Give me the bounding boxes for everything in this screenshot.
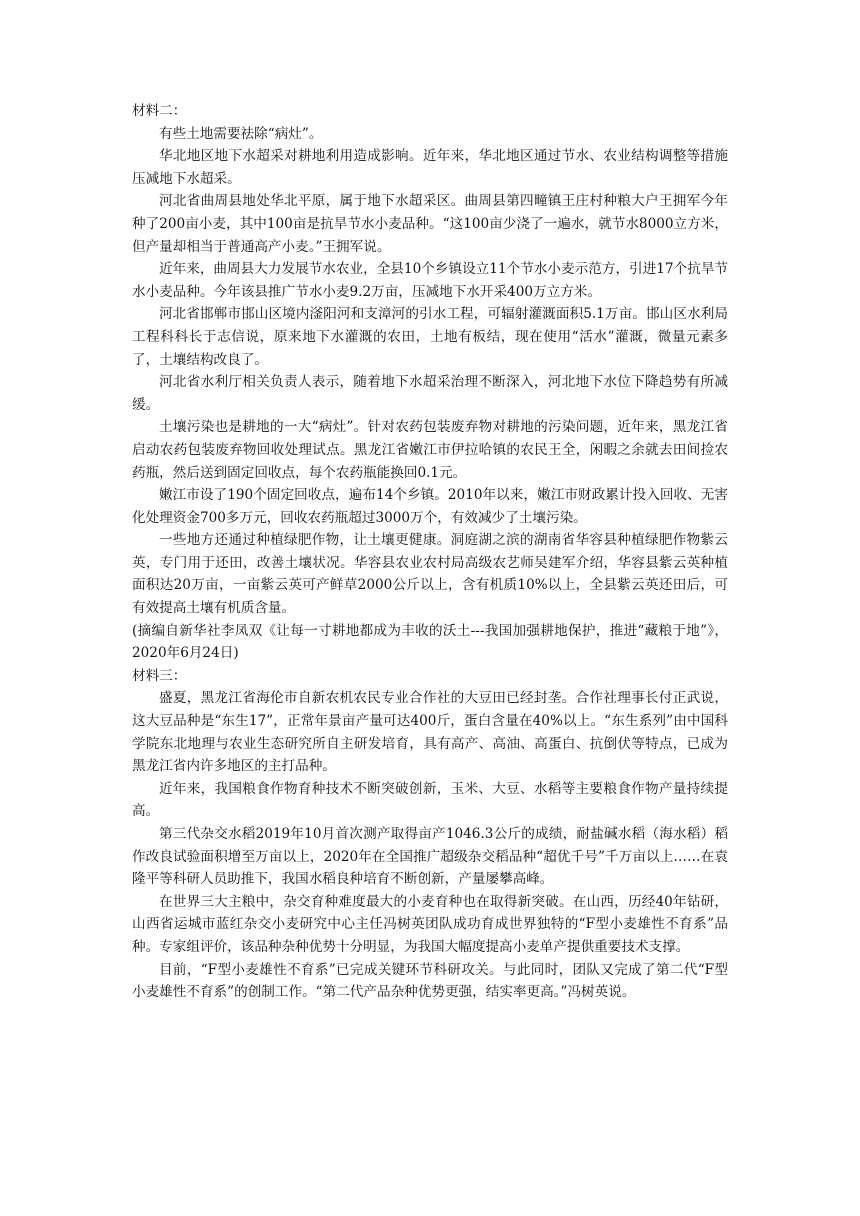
paragraph: 河北省曲周县地处华北平原，属于地下水超采区。曲周县第四疃镇王庄村种粮大户王拥军今年种了200亩小麦，其中100亩是抗旱节水小麦品种。“这100亩少浇了一遍水，就节水8000立方米，但产量却相当于普通高产小麦。”王拥军说。 <box>132 193 728 255</box>
paragraph: 盛夏，黑龙江省海伦市自新农机农民专业合作社的大豆田已经封垄。合作社理事长付正武说，这大豆品种是“东生17”，正常年景亩产量可达400斤，蛋白含量在40%以上。“东生系列”由中国科学院东北地理与农业生态研究所自主研发培育，具有高产、高油、高蛋白、抗倒伏等特点，已成为黑龙江省内许多地区的主打品种。 <box>132 690 728 775</box>
paragraph: 第三代杂交水稻2019年10月首次测产取得亩产1046.3公斤的成绩，耐盐碱水稻（海水稻）稻作改良试验面积增至万亩以上，2020年在全国推广超级杂交稻品种“超优千号”千万亩以上……在袁隆平等科研人员助推下，我国水稻良种培育不断创新，产量屡攀高峰。 <box>132 826 728 888</box>
paragraph: 近年来，我国粮食作物育种技术不断突破创新，玉米、大豆、水稻等主要粮食作物产量持续提高。 <box>132 780 728 820</box>
paragraph: 一些地方还通过种植绿肥作物，让土壤更健康。洞庭湖之滨的湖南省华容县种植绿肥作物紫云英，专门用于还田，改善土壤状况。华容县农业农村局高级农艺师吴建军介绍，华容县紫云英种植面积达20万亩，一亩紫云英可产鲜草2000公斤以上，含有机质10%以上，全县紫云英还田后，可有效提高土壤有机质含量。 <box>132 532 728 617</box>
paragraph: 嫩江市设了190个固定回收点，遍布14个乡镇。2010年以来，嫩江市财政累计投入回收、无害化处理资金700多万元，回收农药瓶超过3000万个，有效减少了土壤污染。 <box>132 487 728 526</box>
document-page <box>132 100 728 1004</box>
paragraph: 河北省水利厅相关负责人表示，随着地下水超采治理不断深入，河北地下水位下降趋势有所减缓。 <box>132 374 728 413</box>
paragraph: 河北省邯郸市邯山区境内滏阳河和支漳河的引水工程，可辐射灌溉面积5.1万亩。邯山区水利局工程科科长于志信说，原来地下水灌溉的农田，土地有板结，现在使用“活水”灌溉，微量元素多了，土壤结构改良了。 <box>132 306 728 368</box>
paragraph: 在世界三大主粮中，杂交育种难度最大的小麦育种也在取得新突破。在山西，历经40年钻研，山西省运城市蓝红杂交小麦研究中心主任冯树英团队成功育成世界独特的“F型小麦雄性不育系”品种。专家组评价，该品种杂种优势十分明显，为我国大幅度提高小麦单产提供重要技术支撑。 <box>132 893 728 955</box>
paragraph: 土壤污染也是耕地的一大“病灶”。针对农药包装废弃物对耕地的污染问题，近年来，黑龙江省启动农药包装废弃物回收处理试点。黑龙江省嫩江市伊拉哈镇的农民王全，闲暇之余就去田间捡农药瓶，然后送到固定回收点，每个农药瓶能换回0.1元。 <box>132 419 728 481</box>
material-three-heading: 材料三： <box>132 667 187 684</box>
paragraph: 目前，“F型小麦雄性不育系”已完成关键环节科研攻关。与此同时，团队又完成了第二代“F型小麦雄性不育系”的创制工作。“第二代产品杂种优势更强，结实率更高。”冯树英说。 <box>132 961 728 1001</box>
material-two-heading: 材料二： <box>132 103 187 119</box>
paragraph: 近年来，曲周县大力发展节水农业，全县10个乡镇设立11个节水小麦示范方，引进17个抗旱节水小麦品种。今年该县推广节水小麦9.2万亩，压减地下水开采400万立方米。 <box>132 261 728 300</box>
source-citation: (摘编自新华社李凤双《让每一寸耕地都成为丰收的沃土---我国加强耕地保护，推进“藏粮于地”》，2020年6月24日) <box>132 622 728 662</box>
paragraph: 华北地区地下水超采对耕地利用造成影响。近年来，华北地区通过节水、农业结构调整等措施压减地下水超采。 <box>132 148 728 187</box>
paragraph: 有些土地需要祛除“病灶”。 <box>159 125 323 142</box>
